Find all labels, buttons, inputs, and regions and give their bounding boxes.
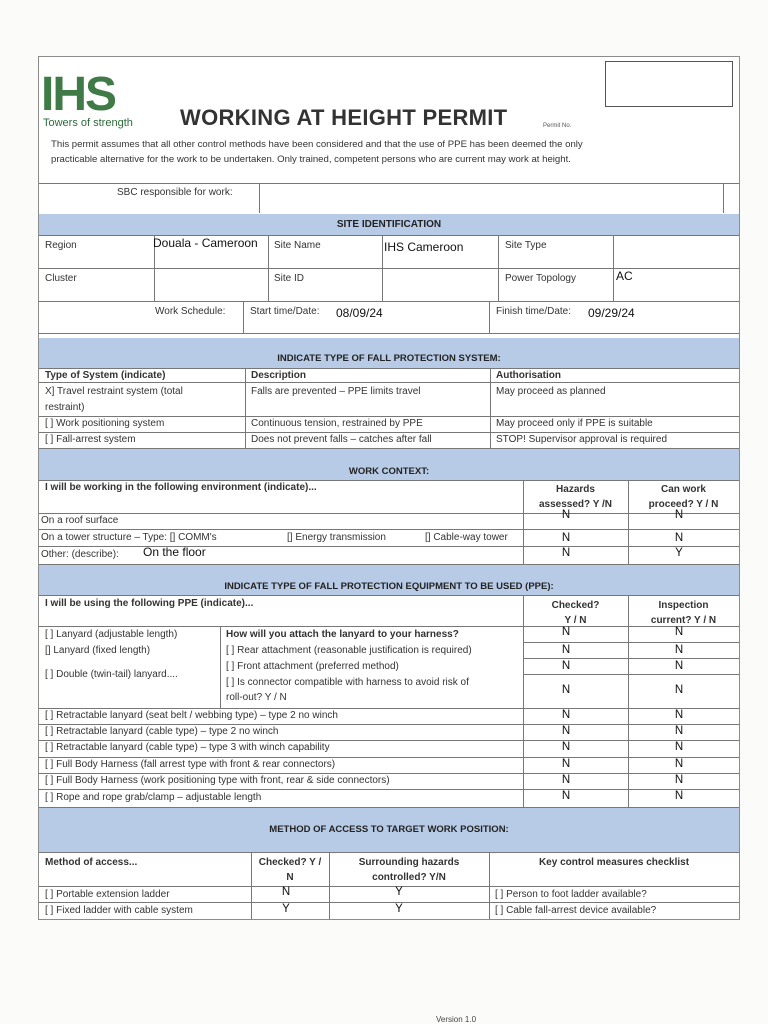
ppe-section-title: INDICATE TYPE OF FALL PROTECTION EQUIPMENT TO BE USED (PPE): — [224, 581, 554, 592]
context-row-tower[interactable]: On a tower structure – Type: [] COMM's — [41, 532, 217, 543]
access-row2-method[interactable]: [ ] Fixed ladder with cable system — [45, 905, 193, 916]
start-time-value[interactable]: 08/09/24 — [336, 306, 383, 320]
ppe-lanyard-inspection-4[interactable]: N — [674, 684, 684, 696]
ppe-item-1[interactable]: [ ] Retractable lanyard (seat belt / webbing type) – type 2 no winch — [45, 710, 338, 721]
access-col-method: Method of access... — [45, 857, 138, 868]
context-other-hazards[interactable]: N — [561, 547, 571, 559]
site-id-label: Site ID — [274, 273, 305, 284]
ppe-item-5-inspection[interactable]: N — [674, 774, 684, 786]
sbc-label: SBC responsible for work: — [117, 187, 233, 198]
ppe-lanyard-adjustable[interactable]: [ ] Lanyard (adjustable length) — [45, 629, 178, 640]
ppe-item-6-checked[interactable]: N — [561, 790, 571, 802]
fall-row2-description: Continuous tension, restrained by PPE — [251, 418, 423, 429]
ppe-item-4-inspection[interactable]: N — [674, 758, 684, 770]
ppe-lanyard-checked-4[interactable]: N — [561, 684, 571, 696]
cluster-label: Cluster — [45, 273, 77, 284]
ppe-attach-question: How will you attach the lanyard to your harness? — [226, 629, 459, 640]
ppe-item-3[interactable]: [ ] Retractable lanyard (cable type) – type 3 with winch capability — [45, 742, 330, 753]
context-row-other: Other: (describe): — [41, 549, 119, 560]
context-tower-hazards[interactable]: N — [561, 532, 571, 544]
ppe-attach-compatible[interactable]: [ ] Is connector compatible with harness to avoid risk of — [226, 677, 469, 688]
ppe-attach-front[interactable]: [ ] Front attachment (preferred method) — [226, 661, 399, 672]
context-col-environment: I will be working in the following environment (indicate)... — [45, 482, 317, 493]
context-energy-option[interactable]: [] Energy transmission — [287, 532, 386, 543]
ihs-logo: IHS — [41, 68, 116, 121]
fall-row3-type[interactable]: [ ] Fall-arrest system — [45, 434, 136, 445]
access-row1-key[interactable]: [ ] Person to foot ladder available? — [495, 889, 647, 900]
access-row1-method[interactable]: [ ] Portable extension ladder — [45, 889, 170, 900]
access-row2-hazards[interactable]: Y — [395, 903, 403, 915]
access-section-title: METHOD OF ACCESS TO TARGET WORK POSITION: — [269, 824, 509, 835]
work-schedule-label: Work Schedule: — [155, 306, 226, 317]
site-section-title: SITE IDENTIFICATION — [336, 219, 442, 230]
intro-text-line2: practicable alternative for the work to be undertaken. Only trained, competent persons who are current may work at height. — [51, 154, 571, 165]
version-label: Version 1.0 — [436, 1015, 477, 1024]
fall-row3-description: Does not prevent falls – catches after fall — [251, 434, 432, 445]
ppe-lanyard-checked-2[interactable]: N — [561, 644, 571, 656]
ppe-item-5[interactable]: [ ] Full Body Harness (work positioning type with front, rear & side connectors) — [45, 775, 390, 786]
work-context-section-title: WORK CONTEXT: — [348, 466, 430, 477]
fall-row1-description: Falls are prevented – PPE limits travel — [251, 386, 421, 397]
context-col-hazards: Hazards assessed? Y /N — [538, 484, 612, 510]
ppe-lanyard-fixed[interactable]: [] Lanyard (fixed length) — [45, 645, 151, 656]
power-topology-label: Power Topology — [505, 273, 576, 284]
ppe-col-inspection: Inspection current? Y / N — [650, 600, 717, 626]
permit-no-label: Permit No. — [543, 123, 572, 129]
finish-time-value[interactable]: 09/29/24 — [588, 306, 635, 320]
ppe-lanyard-inspection-3[interactable]: N — [674, 660, 684, 672]
permit-form — [38, 56, 740, 920]
fall-row1-type-cont: restraint) — [45, 402, 85, 413]
ppe-item-4-checked[interactable]: N — [561, 758, 571, 770]
ppe-lanyard-double[interactable]: [ ] Double (twin-tail) lanyard.... — [45, 669, 178, 680]
context-roof-hazards[interactable]: N — [561, 509, 571, 521]
context-other-proceed[interactable]: Y — [675, 547, 683, 559]
access-col-key-controls: Key control measures checklist — [538, 857, 690, 868]
context-row-roof[interactable]: On a roof surface — [41, 515, 119, 526]
fall-system-section-title: INDICATE TYPE OF FALL PROTECTION SYSTEM: — [277, 353, 501, 364]
ppe-item-3-checked[interactable]: N — [561, 741, 571, 753]
ppe-item-1-inspection[interactable]: N — [674, 709, 684, 721]
ppe-attach-rear[interactable]: [ ] Rear attachment (reasonable justification is required) — [226, 645, 472, 656]
intro-text-line1: This permit assumes that all other control methods have been considered and that the use of PPE has been deemed the only — [51, 139, 583, 150]
access-row2-key[interactable]: [ ] Cable fall-arrest device available? — [495, 905, 657, 916]
finish-time-label: Finish time/Date: — [496, 306, 572, 317]
ppe-col-using: I will be using the following PPE (indicate)... — [45, 598, 254, 609]
fall-row3-authorisation: STOP! Supervisor approval is required — [496, 434, 668, 445]
fall-col-authorisation: Authorisation — [496, 370, 561, 381]
ppe-lanyard-inspection-2[interactable]: N — [674, 644, 684, 656]
access-row1-hazards[interactable]: Y — [395, 886, 403, 898]
ppe-col-checked: Checked? Y / N — [551, 600, 600, 626]
ppe-lanyard-inspection-1[interactable]: N — [674, 626, 684, 638]
context-tower-proceed[interactable]: N — [674, 532, 684, 544]
logo-tagline: Towers of strength — [43, 117, 133, 129]
page-title: WORKING AT HEIGHT PERMIT — [180, 105, 508, 130]
permit-no-box[interactable] — [605, 61, 733, 107]
power-topology-value[interactable]: AC — [616, 269, 633, 283]
context-other-value[interactable]: On the floor — [143, 545, 206, 559]
ppe-item-6-inspection[interactable]: N — [674, 790, 684, 802]
ppe-item-3-inspection[interactable]: N — [674, 741, 684, 753]
ppe-item-2-inspection[interactable]: N — [674, 725, 684, 737]
fall-col-type: Type of System (indicate) — [45, 370, 166, 381]
region-value[interactable]: Douala - Cameroon — [153, 236, 258, 250]
ppe-lanyard-checked-3[interactable]: N — [561, 660, 571, 672]
context-cable-option[interactable]: [] Cable-way tower — [425, 532, 508, 543]
fall-col-description: Description — [251, 370, 307, 381]
site-name-label: Site Name — [274, 240, 321, 251]
access-row1-checked[interactable]: N — [281, 886, 291, 898]
access-col-hazards: Surrounding hazards controlled? Y/N — [358, 857, 460, 883]
access-col-checked: Checked? Y / N — [258, 857, 322, 883]
ppe-lanyard-checked-1[interactable]: N — [561, 626, 571, 638]
site-name-value[interactable]: IHS Cameroon — [384, 240, 464, 254]
region-label: Region — [45, 240, 77, 251]
ppe-item-4[interactable]: [ ] Full Body Harness (fall arrest type with front & rear connectors) — [45, 759, 336, 770]
start-time-label: Start time/Date: — [250, 306, 320, 317]
fall-row1-type[interactable]: X] Travel restraint system (total — [45, 386, 183, 397]
context-roof-proceed[interactable]: N — [674, 509, 684, 521]
fall-row1-authorisation: May proceed as planned — [496, 386, 606, 397]
ppe-item-2-checked[interactable]: N — [561, 725, 571, 737]
fall-row2-type[interactable]: [ ] Work positioning system — [45, 418, 165, 429]
fall-row2-authorisation: May proceed only if PPE is suitable — [496, 418, 653, 429]
site-type-label: Site Type — [505, 240, 547, 251]
ppe-item-6[interactable]: [ ] Rope and rope grab/clamp – adjustable length — [45, 792, 262, 803]
ppe-item-5-checked[interactable]: N — [561, 774, 571, 786]
ppe-item-1-checked[interactable]: N — [561, 709, 571, 721]
ppe-item-2[interactable]: [ ] Retractable lanyard (cable type) – type 2 no winch — [45, 726, 279, 737]
sbc-field[interactable] — [259, 183, 724, 213]
ppe-attach-compatible-cont: roll-out? Y / N — [226, 692, 287, 703]
access-row2-checked[interactable]: Y — [282, 903, 290, 915]
context-col-proceed: Can work proceed? Y / N — [648, 484, 719, 510]
